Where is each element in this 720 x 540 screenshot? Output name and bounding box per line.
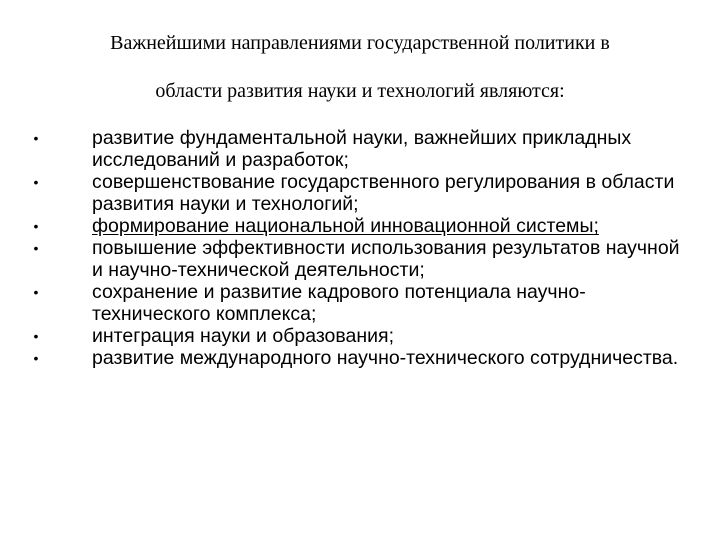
bullet-text: сохранение и развитие кадрового потенциала научно-технического комплекса; <box>92 281 586 325</box>
bullet-item-international-cooperation <box>30 347 690 369</box>
bullet-item-innovation-system <box>30 215 690 237</box>
bullet-text: развитие фундаментальной науки, важнейших прикладных исследований и разработок; <box>92 127 632 171</box>
bullet-item-education-integration <box>30 325 690 347</box>
bullet-icon: • <box>33 284 39 300</box>
bullet-item-fundamental-science <box>30 127 690 171</box>
bullet-list <box>30 127 690 369</box>
bullet-icon: • <box>33 218 39 234</box>
slide-title-line-1: Важнейшими направлениями государственной политики в <box>110 32 610 54</box>
slide-title-line-2: области развития науки и технологий являются: <box>155 80 565 102</box>
bullet-text: повышение эффективности использования результатов научной и научно-технической деятельности; <box>92 237 680 281</box>
bullet-item-state-regulation <box>30 171 690 215</box>
bullet-icon: • <box>33 130 39 146</box>
bullet-text: развитие международного научно-технического сотрудничества. <box>92 347 679 369</box>
bullet-item-efficiency <box>30 237 690 281</box>
bullet-text: интеграция науки и образования; <box>92 325 395 347</box>
bullet-text: формирование национальной инновационной системы; <box>92 215 599 237</box>
bullet-item-personnel <box>30 281 690 325</box>
bullet-icon: • <box>33 350 39 366</box>
bullet-icon: • <box>33 174 39 190</box>
bullet-icon: • <box>33 328 39 344</box>
bullet-text: совершенствование государственного регулирования в области развития науки и технологий; <box>92 171 675 215</box>
bullet-icon: • <box>33 240 39 256</box>
